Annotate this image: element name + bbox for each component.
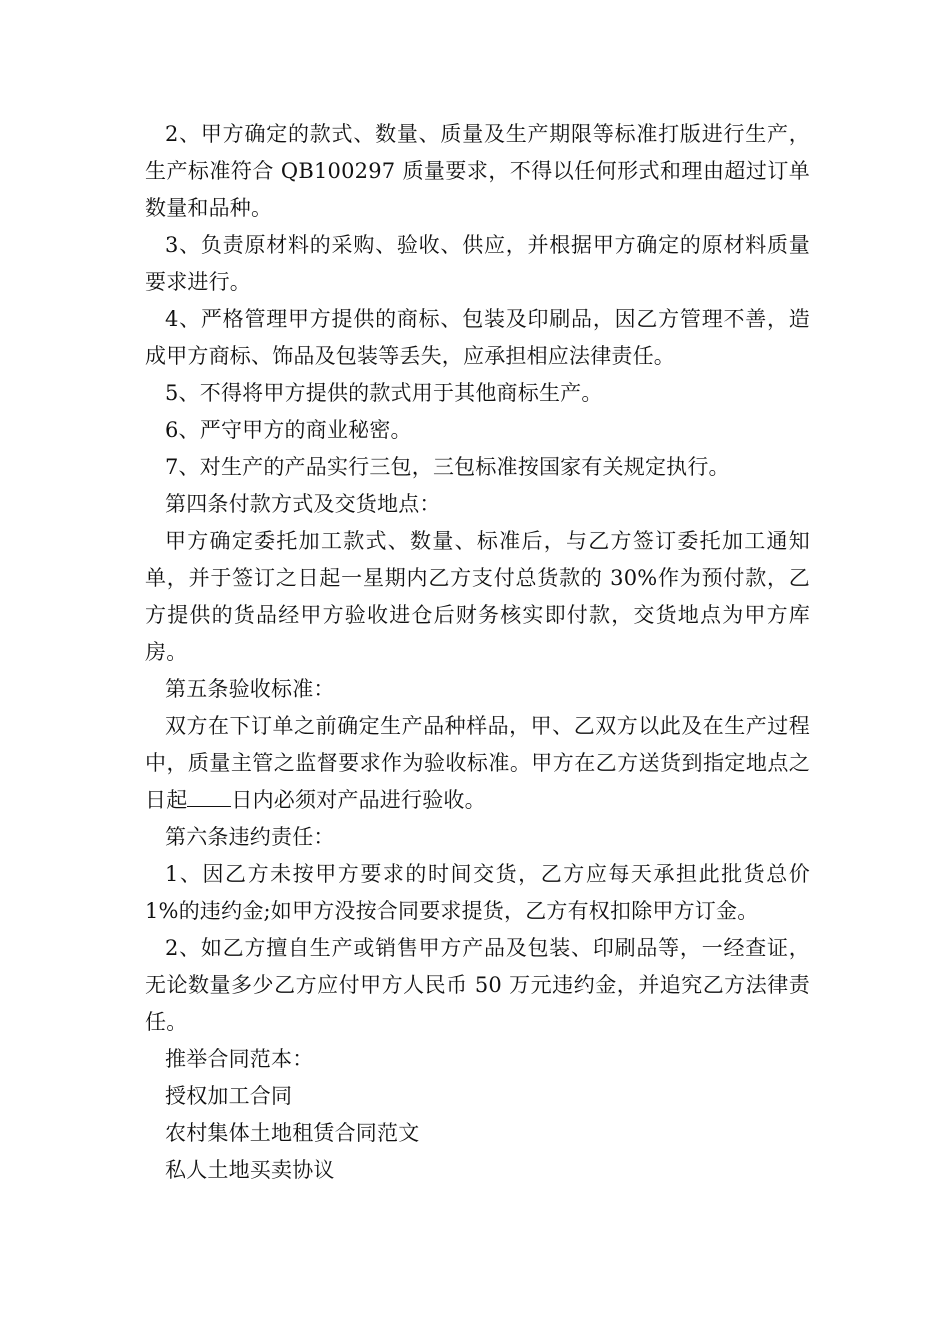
clause-item-5: 5、不得将甲方提供的款式用于其他商标生产。 xyxy=(165,381,603,405)
clause-item-2: 2、甲方确定的款式、数量、质量及生产期限等标准打版进行生产，生产标准符合 QB100297 质量要求，不得以任何形式和理由超过订单数量和品种。 xyxy=(145,122,810,220)
article-4-heading: 第四条付款方式及交货地点： xyxy=(165,492,441,516)
clause-item-3: 3、负责原材料的采购、验收、供应，并根据甲方确定的原材料质量要求进行。 xyxy=(145,233,810,294)
article-5-body xyxy=(145,708,810,819)
fill-in-blank xyxy=(187,786,231,807)
clause-item-6: 6、严守甲方的商业秘密。 xyxy=(165,418,412,442)
document-body xyxy=(145,116,810,1189)
recommend-link-3[interactable]: 私人土地买卖协议 xyxy=(165,1158,335,1182)
recommend-heading: 推举合同范本： xyxy=(165,1047,314,1071)
clause-item-4: 4、严格管理甲方提供的商标、包装及印刷品，因乙方管理不善，造成甲方商标、饰品及包装等丢失，应承担相应法律责任。 xyxy=(145,307,810,368)
article-5-text-before-blank: 双方在下订单之前确定生产品种样品，甲、乙双方以此及在生产过程中，质量主管之监督要求作为验收标准。甲方在乙方送货到指定地点之日起 xyxy=(145,714,810,812)
article-4-body: 甲方确定委托加工款式、数量、标准后，与乙方签订委托加工通知单，并于签订之日起一星期内乙方支付总货款的 30%作为预付款，乙方提供的货品经甲方验收进仓后财务核实即付款，交货地点为甲方库房。 xyxy=(145,529,810,664)
article-6-heading: 第六条违约责任： xyxy=(165,825,335,849)
recommend-link-1[interactable]: 授权加工合同 xyxy=(165,1084,293,1108)
recommend-link-2[interactable]: 农村集体土地租赁合同范文 xyxy=(165,1121,420,1145)
article-6-item-2: 2、如乙方擅自生产或销售甲方产品及包装、印刷品等，一经查证，无论数量多少乙方应付甲方人民币 50 万元违约金，并追究乙方法律责任。 xyxy=(145,936,810,1034)
article-5-heading: 第五条验收标准： xyxy=(165,677,335,701)
clause-item-7: 7、对生产的产品实行三包，三包标准按国家有关规定执行。 xyxy=(165,455,730,479)
article-6-item-1: 1、因乙方未按甲方要求的时间交货，乙方应每天承担此批货总价 1%的违约金;如甲方没按合同要求提货，乙方有权扣除甲方订金。 xyxy=(145,862,810,923)
article-5-text-after-blank: 日内必须对产品进行验收。 xyxy=(231,788,486,812)
